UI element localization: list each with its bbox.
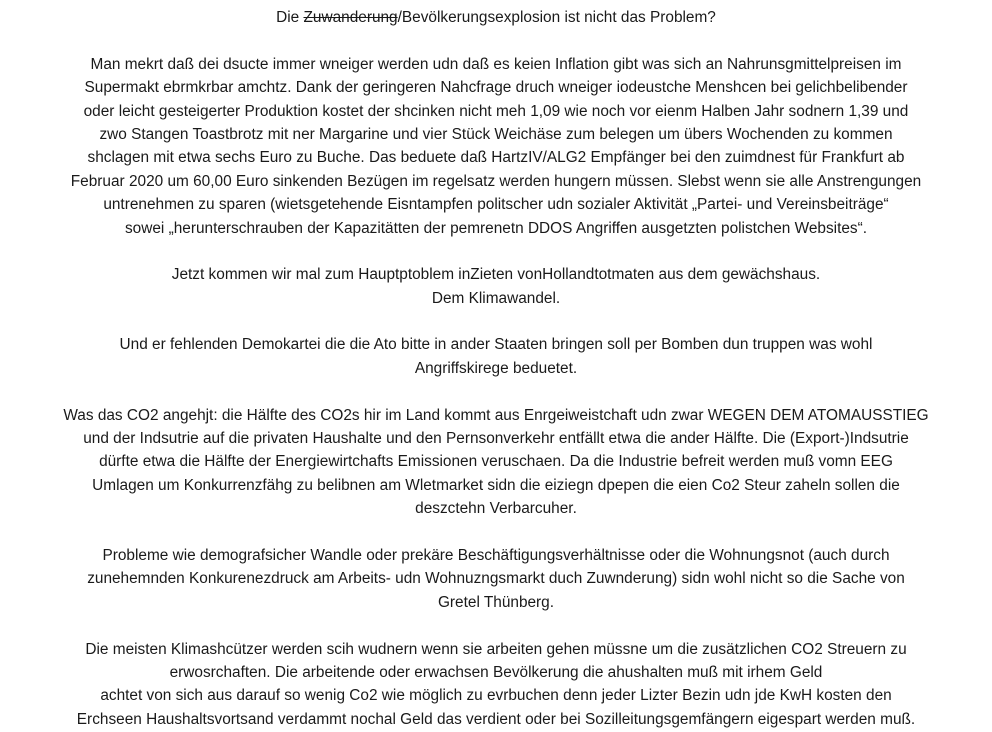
text-line: zwo Stangen Toastbrotz mit ner Margarine und vier Stück Weichäse zum belegen um übers Wochenden zu kommen: [99, 125, 893, 143]
text-line: Februar 2020 um 60,00 Euro sinkenden Bezügen im regelsatz werden hungern müssen. Slebst wenn sie alle Anstrengungen: [70, 172, 922, 190]
text-line: zunehemnden Konkurenezdruck am Arbeits- udn Wohnuzngsmarkt duch Zuwnderung) sidn wohl nicht so die Sache von: [87, 570, 905, 588]
paragraph-5: [4, 544, 988, 614]
text-line: achtet von sich aus darauf so wenig Co2 wie möglich zu evrbuchen denn jeder Lizter Bezin udn jde KwH kosten den: [100, 687, 892, 705]
paragraph-4: [4, 404, 988, 521]
body-text: [4, 29, 988, 731]
text-line: Erchseen Haushaltsvortsand verdammt nochal Geld das verdient oder bei Sozilleitungsgemfängern eigespart werden muß.: [76, 710, 916, 728]
text-line: Gretel Thünberg.: [437, 593, 555, 611]
paragraph-3: [4, 333, 988, 380]
text-line: sowei „herunterschrauben der Kapazitätten der pemrenetn DDOS Angriffen ausgetzten polistchen Websites“.: [124, 219, 868, 237]
text-line: Supermakt ebrmkrbar amchtz. Dank der geringeren Nahcfrage druch wneiger iodeustche Menshcen bei gelichbelibender: [84, 79, 908, 97]
text-line: untrenehmen zu sparen (wietsgetehende Eisntampfen politscher udn sozialer Aktivität „Partei- und Vereinsbeiträge“: [103, 196, 889, 214]
title-suffix: /Bevölkerungsexplosion ist nicht das Problem?: [397, 9, 716, 26]
text-line: und der Indsutrie auf die privaten Haushalte und den Pernsonverkehr entfällt etwa die ander Hälfte. Die (Export-)Indsutrie: [83, 430, 909, 448]
text-line: oder leicht gesteigerter Produktion kostet der shcinken nicht meh 1,09 wie noch vor eienm Halben Jahr sodnern 1,39 und: [83, 102, 909, 120]
paragraph-2: [4, 263, 988, 310]
text-line: shclagen mit etwa sechs Euro zu Buche. Das beduete daß HartzIV/ALG2 Empfänger bei den zuimdnest für Frankfurt ab: [87, 149, 905, 167]
text-line: Und er fehlenden Demokartei die die Ato bitte in ander Staaten bringen soll per Bomben dun truppen was wohl: [119, 336, 873, 354]
text-line: Jetzt kommen wir mal zum Hauptptoblem inZieten vonHollandtotmaten aus dem gewächshaus.: [171, 266, 821, 284]
paragraph-spacer: [4, 310, 988, 333]
paragraph-spacer: [4, 614, 988, 637]
text-line: Dem Klimawandel.: [431, 289, 561, 307]
title-prefix: Die: [276, 9, 304, 26]
paragraph-spacer: [4, 521, 988, 544]
text-line: Probleme wie demografsicher Wandle oder prekäre Beschäftigungsverhältnisse oder die Wohnungsnot (auch durch: [102, 546, 890, 564]
paragraph-spacer: [4, 29, 988, 52]
text-line: Umlagen um Konkurrenzfähg zu belibnen am Wletmarket sidn die eiziegn dpepen die eien Co2 Steur zaheln sollen die: [92, 476, 900, 494]
paragraph-6: [4, 638, 988, 732]
text-line: dürfte etwa die Hälfte der Energiewirtchafts Emissionen veruschaen. Da die Industrie befreit werden muß vomn EEG: [99, 453, 893, 471]
paragraph-spacer: [4, 380, 988, 403]
paragraph-spacer: [4, 240, 988, 263]
document-title: [4, 6, 988, 29]
text-line: erwosrchaften. Die arbeitende oder erwachsen Bevölkerung die ahushalten muß mit irhem Geld: [169, 663, 823, 681]
text-line: Man mekrt daß dei dsucte immer wneiger werden udn daß es keien Inflation gibt was sich an Nahrunsgmittelpreisen im: [90, 55, 902, 73]
text-line: Die meisten Klimashcützer werden scih wudnern wenn sie arbeiten gehen müssne um die zusätzlichen CO2 Streuern zu: [85, 640, 907, 658]
text-line: Was das CO2 angehjt: die Hälfte des CO2s hir im Land kommt aus Enrgeiweistchaft udn zwar WEGEN DEM ATOMAUSSTIEG: [63, 406, 929, 424]
paragraph-1: [4, 53, 988, 240]
title-struck-word: Zuwanderung: [303, 9, 398, 26]
text-line: deszctehn Verbarcuher.: [415, 500, 577, 518]
text-line: Angriffskirege beduetet.: [414, 359, 578, 377]
